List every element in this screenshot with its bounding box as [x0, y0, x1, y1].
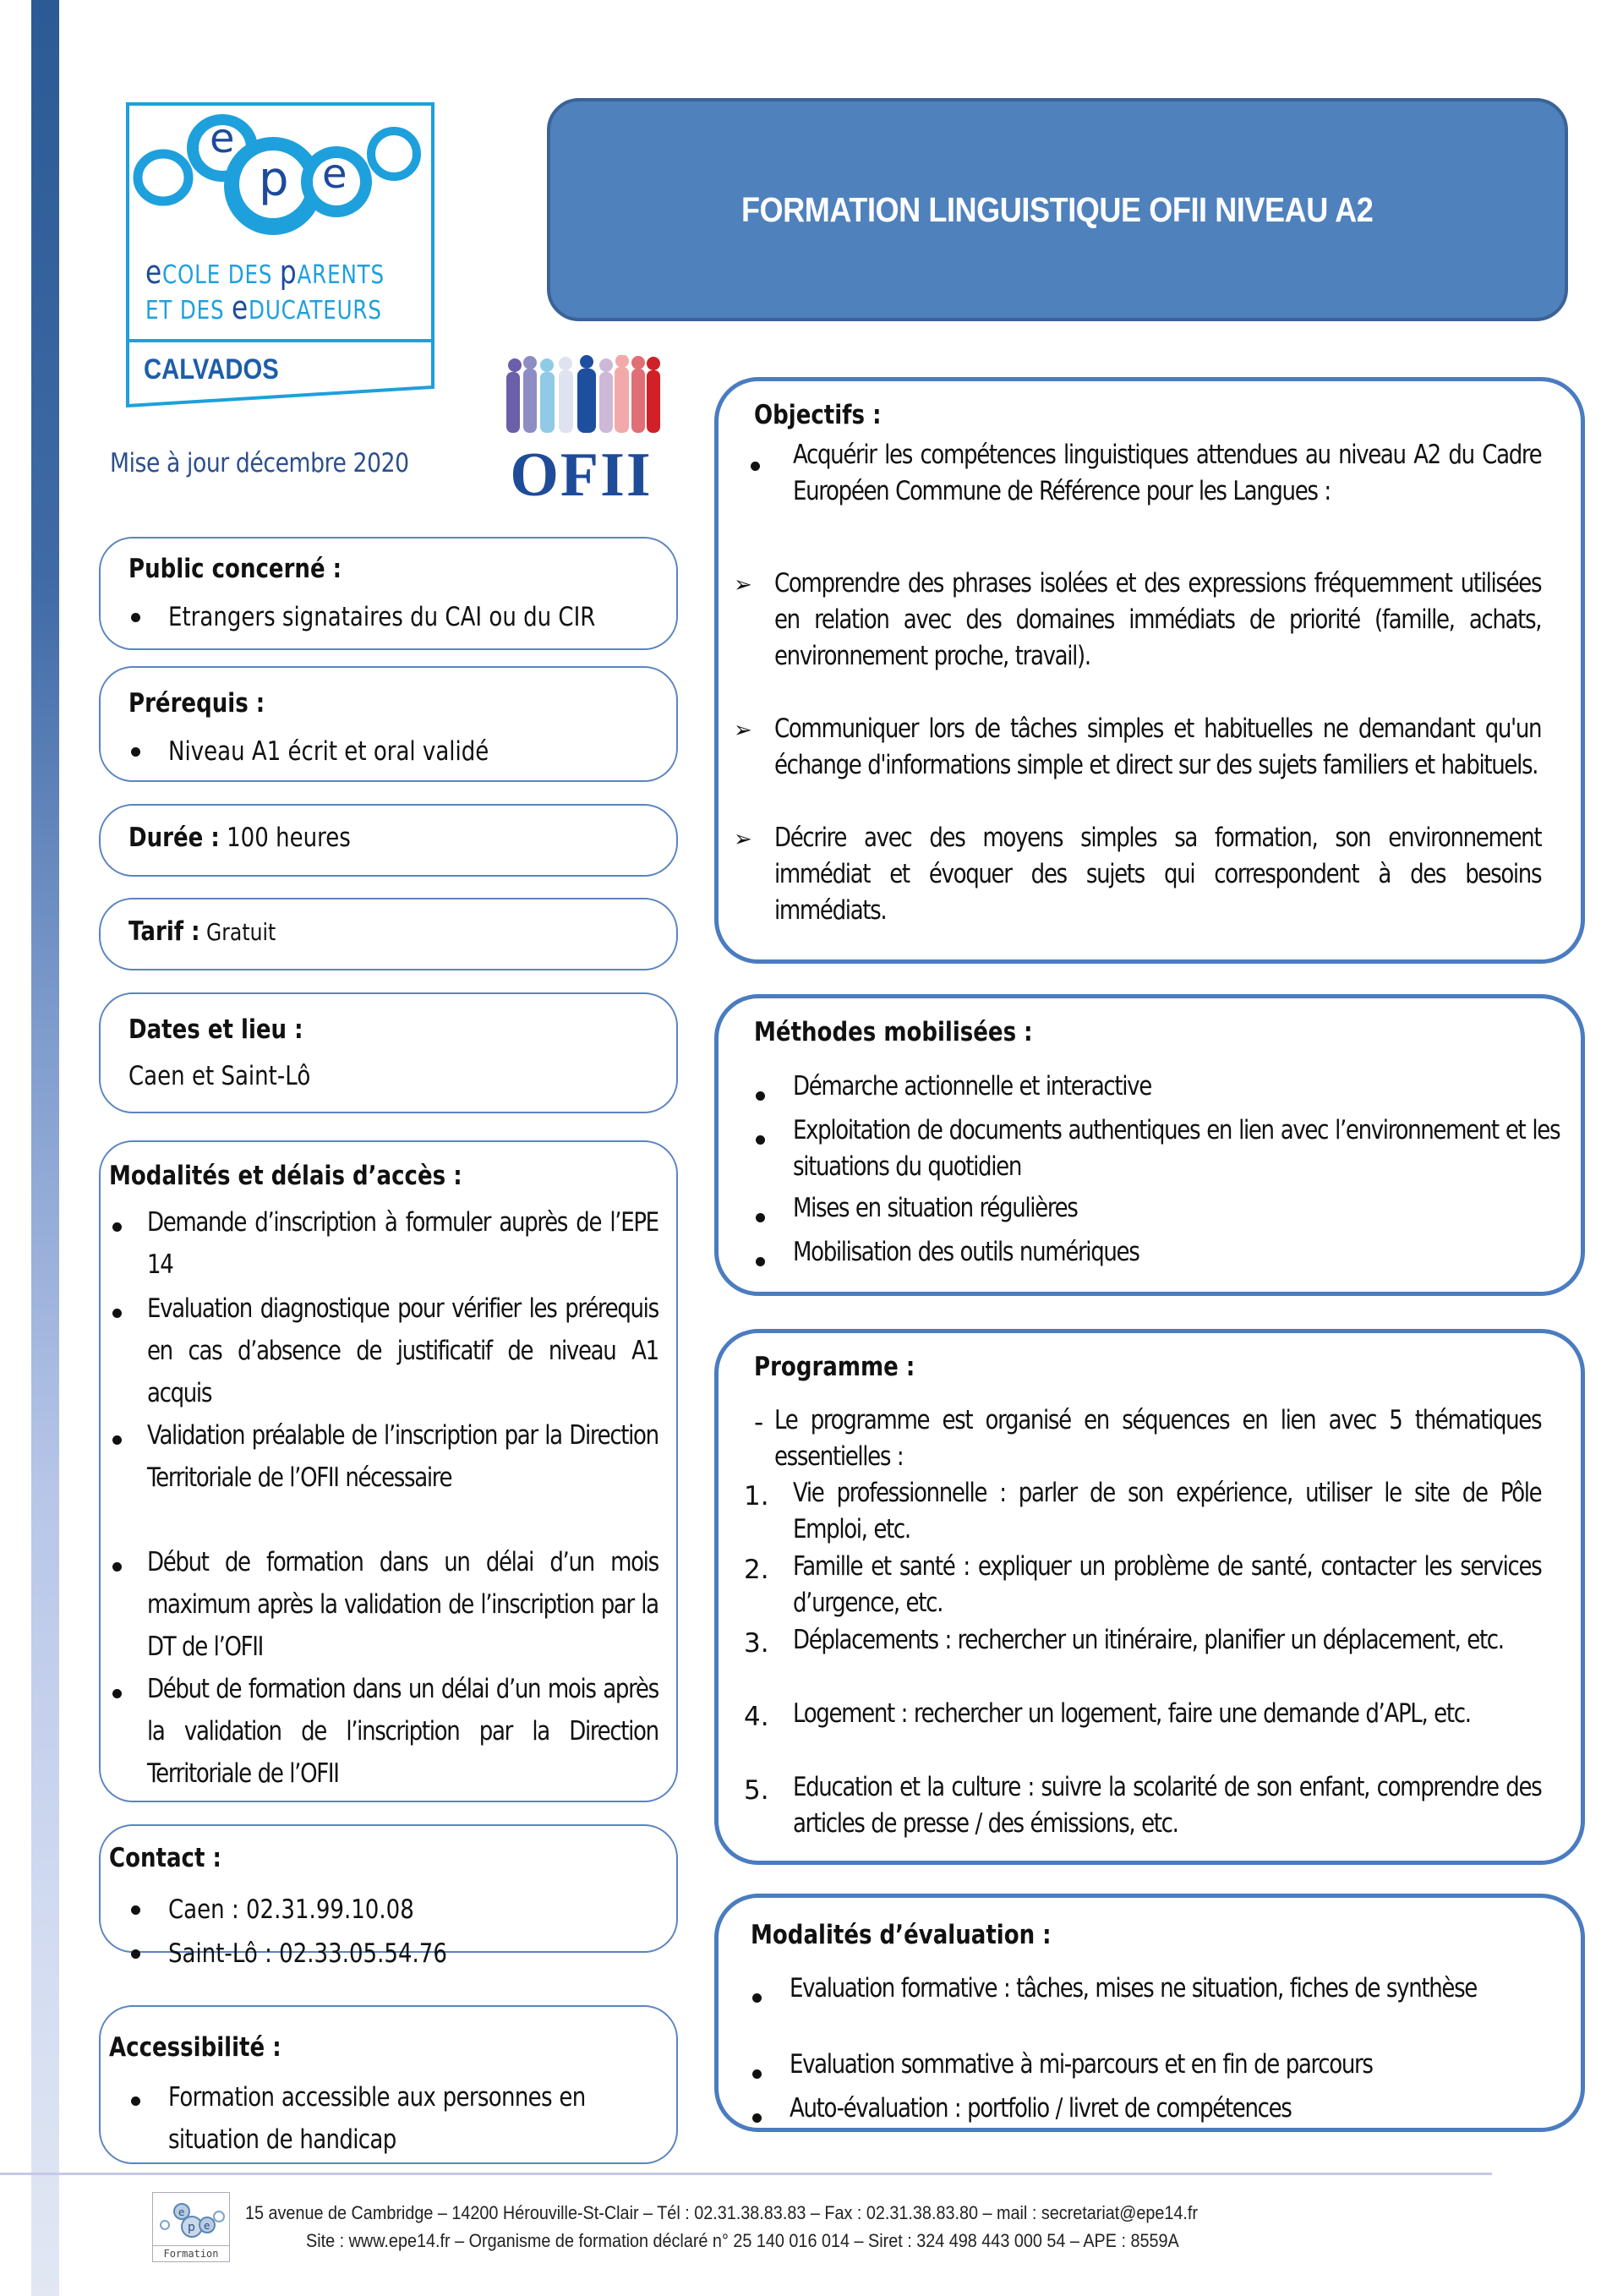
svg-text:e: e [204, 2220, 210, 2232]
modalites-section [99, 1140, 678, 1802]
objectifs-section [714, 377, 1585, 964]
evaluation-heading: Modalités d’évaluation : [751, 1920, 1052, 1950]
logo-region: CALVADOS [144, 353, 279, 385]
objectifs-heading: Objectifs : [754, 400, 882, 430]
programme-item: Famille et santé : expliquer un problème de santé, contacter les services d’urgence, etc. [793, 1551, 1542, 1618]
programme-item: Vie professionnelle : parler de son expérience, utiliser le site de Pôle Emploi, etc. [793, 1478, 1542, 1544]
programme-item: Education et la culture : suivre la scolarité de son enfant, comprendre des articles de presse / des émissions, etc. [793, 1772, 1542, 1839]
logo-letter-e: e [210, 115, 235, 162]
evaluation-item: Auto-évaluation : portfolio / livret de compétences [790, 2093, 1292, 2124]
contact-section [99, 1824, 678, 1969]
contact-caen[interactable]: Caen : 02.31.99.10.08 [168, 1894, 414, 1925]
epe-calvados-logo [125, 101, 435, 407]
dash-bullet-icon: - [754, 1408, 764, 1438]
modalites-item: Demande d’inscription à formuler auprès de l’EPE 14 [147, 1207, 658, 1280]
methodes-item: Exploitation de documents authentiques en lien avec l’environnement et les situations du quotidien [793, 1115, 1560, 1182]
dates-value: Caen et Saint-Lô [128, 1061, 311, 1091]
bullet-icon [131, 747, 140, 757]
modalites-heading: Modalités et délais d’accès : [109, 1161, 462, 1191]
bullet-icon [756, 1091, 765, 1101]
prerequis-heading: Prérequis : [128, 688, 265, 719]
programme-heading: Programme : [754, 1352, 915, 1382]
methodes-item: Mobilisation des outils numériques [793, 1237, 1139, 1267]
public-section [99, 537, 678, 650]
methodes-heading: Méthodes mobilisées : [754, 1017, 1033, 1047]
programme-item: Déplacements : rechercher un itinéraire, planifier un déplacement, etc. [793, 1625, 1504, 1655]
tarif-value: Gratuit [199, 918, 276, 946]
update-date: Mise à jour décembre 2020 [110, 448, 409, 478]
duree-section [99, 804, 678, 877]
footer-address: 15 avenue de Cambridge – 14200 Hérouville-St-Clair – Tél : 02.31.38.83.83 – Fax : 02.31.38.83.80 – mail : secretariat@epe14.fr [245, 2202, 1199, 2223]
bullet-icon [131, 1949, 140, 1959]
programme-item-number: 5. [744, 1775, 769, 1806]
ofii-wordmark: OFII [510, 440, 653, 510]
programme-section [714, 1329, 1585, 1865]
svg-text:p: p [188, 2221, 195, 2234]
programme-item: Logement : rechercher un logement, faire une demande d’APL, etc. [793, 1698, 1471, 1729]
bullet-icon [112, 1309, 122, 1318]
svg-text:e: e [178, 2206, 185, 2218]
accessibilite-item: Formation accessible aux personnes en situation de handicap [168, 2082, 586, 2155]
bullet-icon [112, 1562, 122, 1572]
bullet-icon [751, 462, 760, 471]
bullet-icon [756, 1257, 765, 1266]
bullet-icon [112, 1222, 122, 1232]
tarif-section [99, 898, 678, 970]
walking-people-icon [495, 355, 668, 440]
bullet-icon [112, 1689, 122, 1698]
public-item: Etrangers signataires du CAI ou du CIR [168, 602, 596, 632]
methodes-item: Démarche actionnelle et interactive [793, 1071, 1151, 1102]
ofii-logo [495, 355, 668, 510]
objectifs-intro: Acquérir les compétences linguistiques attendues au niveau A2 du Cadre Européen Commune de Référence pour les Langues : [793, 440, 1542, 506]
title-banner [547, 98, 1568, 321]
dates-section [99, 992, 678, 1113]
duree-value: 100 heures [219, 823, 351, 853]
footer-epe-formation-logo [152, 2192, 230, 2262]
bullet-icon [756, 1213, 765, 1222]
objectifs-item: Communiquer lors de tâches simples et habituelles ne demandant qu'un échange d'informations simple et direct sur des sujets familiers et habituels. [774, 713, 1542, 780]
programme-intro: Le programme est organisé en séquences en lien avec 5 thématiques essentielles : [774, 1405, 1542, 1472]
accessibilite-heading: Accessibilité : [109, 2032, 281, 2063]
logo-letter-e2: e [322, 150, 347, 198]
footer-legal: Site : www.epe14.fr – Organisme de formation déclaré n° 25 140 016 014 – Siret : 324 498 443 000 54 – APE : 8559A [306, 2230, 1179, 2251]
bullet-icon [752, 2113, 762, 2123]
contact-saint-lo[interactable]: Saint-Lô : 02.33.05.54.76 [168, 1938, 447, 1969]
dates-heading: Dates et lieu : [128, 1014, 303, 1045]
footer-divider [0, 2173, 1492, 2175]
public-heading: Public concerné : [128, 554, 342, 584]
evaluation-item: Evaluation sommative à mi-parcours et en fin de parcours [790, 2049, 1373, 2080]
evaluation-item: Evaluation formative : tâches, mises ne situation, fiches de synthèse [790, 1973, 1477, 2004]
arrow-bullet-icon: ➢ [734, 826, 752, 851]
page-title: FORMATION LINGUISTIQUE OFII NIVEAU A2 [741, 189, 1374, 229]
side-accent-bar [31, 0, 59, 2296]
footer-logo-caption: Formation [153, 2245, 229, 2261]
objectifs-item: Décrire avec des moyens simples sa formation, son environnement immédiat et évoquer des sujets qui correspondent à des besoins immédiats. [774, 823, 1542, 926]
modalites-item: Evaluation diagnostique pour vérifier les prérequis en cas d’absence de justificatif de niveau A1 acquis [147, 1293, 658, 1408]
duree-line [128, 823, 393, 853]
epe-bubbles-icon [153, 2193, 229, 2244]
arrow-bullet-icon: ➢ [734, 717, 752, 742]
programme-item-number: 2. [744, 1555, 769, 1585]
methodes-section [714, 994, 1585, 1296]
modalites-item: Début de formation dans un délai d’un mois après la validation de l’inscription par la Direction Territoriale de l’OFII [147, 1674, 658, 1789]
bullet-icon [752, 1993, 762, 2003]
evaluation-section [714, 1894, 1585, 2132]
programme-item-number: 3. [744, 1628, 769, 1659]
arrow-bullet-icon: ➢ [734, 571, 752, 597]
modalites-item: Validation préalable de l’inscription par la Direction Territoriale de l’OFII nécessaire [147, 1420, 658, 1493]
tarif-heading: Tarif : [128, 916, 200, 947]
tarif-line [128, 916, 303, 947]
methodes-item: Mises en situation régulières [793, 1193, 1078, 1223]
prerequis-item: Niveau A1 écrit et oral validé [168, 736, 489, 767]
bullet-icon [131, 613, 140, 622]
accessibilite-section [99, 2005, 678, 2164]
modalites-item: Début de formation dans un délai d’un mois maximum après la validation de l’inscription par la DT de l’OFII [147, 1547, 658, 1662]
logo-line-educateurs: ET DES eDUCATEURS [145, 289, 382, 326]
duree-heading: Durée : [128, 823, 220, 853]
bullet-icon [756, 1135, 765, 1145]
programme-item-number: 4. [744, 1702, 769, 1732]
prerequis-section [99, 666, 678, 782]
bullet-icon [752, 2069, 762, 2079]
logo-line-ecole: eCOLE DES pARENTS [145, 254, 385, 291]
logo-letter-p: p [259, 152, 289, 207]
contact-heading: Contact : [109, 1843, 221, 1873]
bullet-icon [131, 1905, 140, 1915]
bullet-icon [112, 1435, 122, 1445]
objectifs-item: Comprendre des phrases isolées et des expressions fréquemment utilisées en relation avec des domaines immédiats de priorité (famille, achats, environnement proche, travail). [774, 568, 1542, 671]
programme-item-number: 1. [744, 1481, 769, 1512]
bullet-icon [131, 2096, 140, 2106]
